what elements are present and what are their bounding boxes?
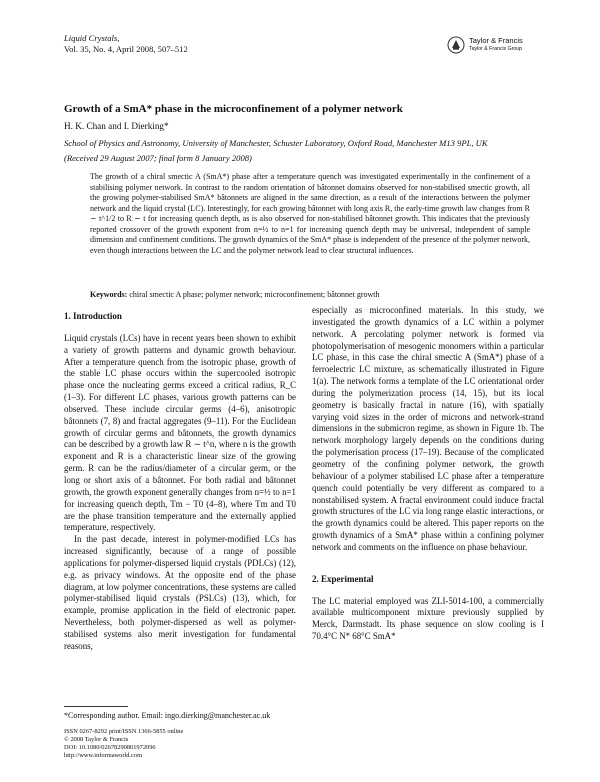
journal-name: Liquid Crystals,: [64, 33, 120, 43]
author-affiliation: School of Physics and Astronomy, University of Manchester, Schuster Laboratory, Oxford Road, Manchester M13 9PL, UK: [64, 138, 488, 148]
corresponding-author-footnote: *Corresponding author. Email: ingo.dierking@manchester.ac.uk: [64, 711, 271, 720]
publisher-tagline: Taylor & Francis Group: [469, 46, 523, 52]
publisher-name: Taylor & Francis: [469, 36, 523, 45]
intro-paragraph-3: especially as microconfined materials. In this study, we investigated the growth dynamics of a LC within a polymer network. A percolating polymer network is formed via photopolymerisation of mesogenic monomers within a particular LC phase, in this case the chiral smectic A (SmA*) phase of a ferroelectric LC mixture, as schematically illustrated in Figure 1(a). The network forms a template of the LC orientational order during the polymerization process (14, 15), but its local geometry is basically fractal in nature (16), with spatially varying void sizes in the order of microns and network-strand dimensions in the submicron regime, as shown in Figure 1b. The network morphology largely depends on the conditions during the polymerisation process (17–19). Because of the complicated geometry of the confining polymer network, the growth behaviour of a polymer stabilised LC phase after a temperature quench could potentially be very different as compared to a nonstabilised system. A fractal environment could induce fractal growth structures of the LC via long range elastic interactions, or the growth dynamics could be altered. This paper reports on the growth dynamics of a SmA* phase within a confining polymer network and comments on the influence on phase behaviour.: [312, 305, 544, 552]
doi: DOI: 10.1080/02678290801972096: [64, 744, 156, 751]
received-dates: (Received 29 August 2007; final form 8 January 2008): [64, 153, 252, 163]
section-heading-introduction: 1. Introduction: [64, 311, 122, 321]
journal-header: [64, 33, 188, 55]
publisher-url[interactable]: http://www.informaworld.com: [64, 752, 143, 759]
publication-meta: [64, 728, 183, 760]
left-column: [64, 305, 296, 653]
keywords: [90, 290, 379, 299]
intro-paragraph-2: In the past decade, interest in polymer-modified LCs has increased significantly, because of a range of possible applications for polymer-dispersed liquid crystals (PDLCs) (12), e.g. as privacy windows. At the opposite end of the phase diagram, at low polymer concentrations, these systems are called polymer-stabilised liquid crystals (PSLCs) (13), which, for example, promise application in the field of electronic paper. Nevertheless, both polymer-dispersed as well as polymer-stabilised systems also merit investigation for fundamental reasons,: [64, 534, 296, 651]
copyright: © 2008 Taylor & Francis: [64, 736, 129, 743]
issn: ISSN 0267-8292 print/ISSN 1366-5855 online: [64, 728, 184, 735]
journal-volume: Vol. 35, No. 4, April 2008, 507–512: [64, 44, 188, 54]
footnote-rule: [64, 706, 128, 707]
intro-paragraph-1: Liquid crystals (LCs) have in recent years been shown to exhibit a variety of growth patterns and dynamic growth behaviour. After a temperature quench from the isotropic phase, growth of the stable LC phase occurs within the supercooled isotropic phase once the nucleating germs exceed a critical radius, R_C (1–3). For different LC phases, various growth patterns can be observed. These include circular germs (4–6), anisotropic bâtonnets (7, 8) and fractal aggregates (9–11). For the Euclidean growth of circular germs and bâtonnets, the growth dynamics can be described by a growth law R ∼ t^n, where n is the growth exponent and R is a characteristic linear size of the growing germ. R can be the radius/diameter of a circular germ, or the long or short axis of a bâtonnet. For both radial and bâtonnet growth, the growth exponent generally changes from n=½ to n=1 for increasing quench depth, Tm − T0 (4–8), where Tm and T0 are the phase transition temperature and the externally applied temperature, respectively.: [64, 332, 296, 533]
section-heading-experimental: 2. Experimental: [312, 573, 374, 584]
keywords-label: Keywords:: [90, 290, 128, 299]
publisher-block: [447, 36, 523, 54]
article-authors: H. K. Chan and I. Dierking*: [64, 121, 169, 131]
abstract: The growth of a chiral smectic A (SmA*) phase after a temperature quench was investigated experimentally in the confinement of a stabilising polymer network. In contrast to the random orientation of bâtonnet domains observed for non-stabilised smectic growth, all the growing polymer-stabilised SmA* bâtonnets are aligned in the same direction, as a result of the interactions between the polymer network and the liquid crystal (LC). Interestingly, for each growing bâtonnet with long axis R, the early-time growth law changes from R ∼ t^1/2 to R ∼ t for increasing quench depth, as is also observed for non-stabilised bâtonnet growth. This indicates that the previously reported crossover of the growth exponent from n=½ to n=1 for increasing quench depth may be universal, independent of sample dimension and confinement conditions. The growth dynamics of the SmA* phase is independent of the presence of the polymer network, even though interactions between the LC and the polymer network lead to clear structural influences.: [90, 172, 530, 255]
right-column: [312, 305, 544, 643]
keywords-text: chiral smectic A phase; polymer network; microconfinement; bâtonnet growth: [129, 290, 380, 299]
taylor-francis-logo-icon: [447, 36, 465, 54]
article-title: Growth of a SmA* phase in the microconfinement of a polymer network: [64, 103, 403, 115]
experimental-paragraph-1: The LC material employed was ZLI-5014-100, a commercially available multicomponent mixture previously supplied by Merck, Darmstadt. Its phase sequence on slow cooling is I 70.4°C N* 68°C SmA*: [312, 595, 544, 642]
